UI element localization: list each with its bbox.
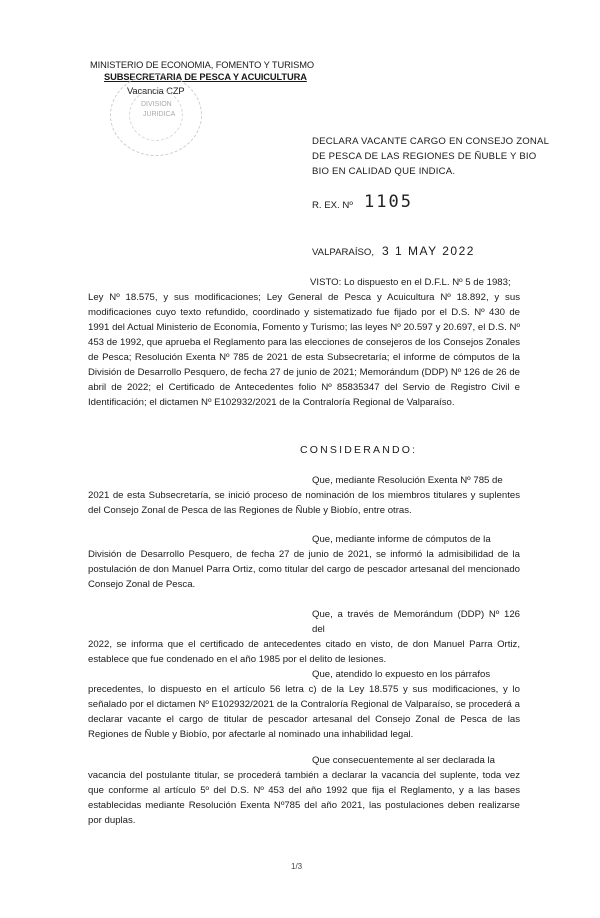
considerando-item xyxy=(88,667,520,742)
resolution-title-line3: BIO EN CALIDAD QUE INDICA. xyxy=(312,166,456,177)
page-number: 1/3 xyxy=(291,862,303,871)
considerando-item-text: 2022, se informa que el certificado de antecedentes citado en visto, de don Manuel Parra Ortiz, establece que fue condenado en el año 1985 por el delito de lesiones. xyxy=(88,639,520,665)
considerando-item-text: División de Desarrollo Pesquero, de fecha 27 de junio de 2021, se informó la admisibilidad de la postulación de don Manuel Parra Ortiz, como titular del cargo de pescador artesanal del mencionado Consejo Zonal de Pesca. xyxy=(88,549,520,590)
considerando-item-first-line: Que, a través de Memorándum (DDP) Nº 126 del xyxy=(312,609,520,635)
considerando-item-text: vacancia del postulante titular, se procederá también a declarar la vacancia del suplente, toda vez que conforme al artículo 5º del D.S. Nº 453 del año 1992 que fija el Reglamento, y a las bases establecidas mediante Resolución Exenta Nº785 del año 2021, las postulaciones deben realizarse por duplas. xyxy=(88,770,520,826)
vacancia-label: Vacancia CZP xyxy=(127,86,185,96)
visto-first-line: VISTO: Lo dispuesto en el D.F.L. Nº 5 de 1983; xyxy=(310,277,511,288)
considerando-heading: CONSIDERANDO: xyxy=(300,444,418,456)
resolution-title-line1: DECLARA VACANTE CARGO EN CONSEJO ZONAL xyxy=(312,136,550,147)
considerando-item-first-line: Que, mediante informe de cómputos de la xyxy=(312,534,491,545)
considerando-item-text: 2021 de esta Subsecretaría, se inició proceso de nominación de los miembros titulares y suplentes del Consejo Zonal de Pesca de las Regiones de Ñuble y Biobío, entre otras. xyxy=(88,490,520,516)
considerando-item-first-line: Que consecuentemente al ser declarada la xyxy=(312,755,495,766)
considerando-item xyxy=(88,532,520,592)
considerando-item-first-line: Que, mediante Resolución Exenta Nº 785 de xyxy=(312,475,503,486)
considerando-item xyxy=(88,753,520,828)
considerando-item-first-line: Que, atendido lo expuesto en los párrafos xyxy=(312,669,491,680)
resolution-title-line2: DE PESCA DE LAS REGIONES DE ÑUBLE Y BIO xyxy=(312,151,537,162)
stamp-text-line1: DIVISION xyxy=(141,101,172,108)
rex-number: 1105 xyxy=(364,192,413,212)
considerando-item-text: precedentes, lo dispuesto en el artículo 56 letra c) de la Ley 18.575 y sus modificaciones, y lo señalado por el dictamen Nº E102932/2021 de la Contraloría Regional de Valparaíso, se procederá a declarar vacante el cargo de titular de pescador artesanal del Consejo Zonal de Pesca de las Regiones de Ñuble y Biobío, por afectarle al nominado una inhabilidad legal. xyxy=(88,684,520,740)
division-stamp xyxy=(110,74,202,156)
subsecretaria-name: SUBSECRETARIA DE PESCA Y ACUICULTURA xyxy=(104,72,307,82)
considerando-item xyxy=(88,607,520,667)
ministry-name: MINISTERIO DE ECONOMIA, FOMENTO Y TURISMO xyxy=(90,60,315,70)
visto-paragraph: Ley Nº 18.575, y sus modificaciones; Ley General de Pesca y Acuicultura Nº 18.892, y sus modificaciones cuyo texto refundido, coordinado y sistematizado fue fijado por el D.S. Nº 430 de 1991 del Actual Ministerio de Economía, Fomento y Turismo; las leyes Nº 20.597 y 20.697, el D.S. Nº 453 de 1992, que aprueba el Reglamento para las elecciones de consejeros de los Consejos Zonales de Pesca; Resolución Exenta Nº 785 de 2021 de esta Subsecretaría; el informe de cómputos de la División de Desarrollo Pesquero, de fecha 27 de junio de 2021; Memorándum (DDP) Nº 126 de 26 de abril de 2022; el Certificado de Antecedentes folio Nº 85835347 del Servio de Registro Civil e Identificación; el dictamen Nº E102932/2021 de la Contraloría Regional de Valparaíso. xyxy=(88,292,521,408)
resolution-title xyxy=(312,134,549,179)
stamp-text-line2: JURIDICA xyxy=(143,111,176,118)
resolution-date: 3 1 MAY 2022 xyxy=(382,244,475,258)
rex-label: R. EX. Nº xyxy=(312,200,353,211)
considerando-item xyxy=(88,473,520,518)
city-label: VALPARAÍSO, xyxy=(312,247,375,258)
